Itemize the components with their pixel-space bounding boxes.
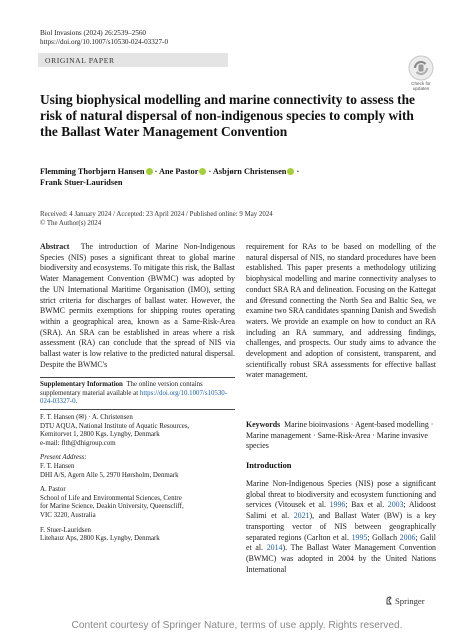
affiliation-line: DTU AQUA, National Institute of Aquatic Resources, <box>40 422 190 430</box>
supplementary-link[interactable]: https://doi.org/10.1007/s10530-024-03327-0 <box>40 389 228 406</box>
introduction-text-span: ; Galil et al. <box>246 532 436 553</box>
citation-link[interactable]: 1996 <box>329 500 346 510</box>
footer-notice: Content courtesy of Springer Nature, terms of use apply. Rights reserved. <box>71 620 403 631</box>
affiliation-line: A. Pastor <box>40 486 66 494</box>
article-type-label: ORIGINAL PAPER <box>45 56 115 65</box>
introduction-text-span: ; Gollach <box>367 532 400 542</box>
author-separator: · <box>294 167 300 176</box>
author-line-1 <box>40 167 299 176</box>
author-name: Asbjørn Christensen <box>212 167 287 176</box>
affiliation-line: DHI A/S, Agern Alle 5, 2970 Hørsholm, Denmark <box>40 471 179 479</box>
affiliation-line: for Marine Science, Deakin University, Queenscliff, <box>40 503 184 511</box>
affiliation-block <box>40 414 240 448</box>
springer-text: Springer <box>395 596 425 606</box>
affiliation-line: F. T. Hansen (✉) · A. Christensen <box>40 414 133 421</box>
check-for-updates-text[interactable] <box>404 81 438 91</box>
springer-horse-icon <box>385 596 393 605</box>
copyright: © The Author(s) 2024 <box>40 220 102 227</box>
affiliations <box>40 414 240 550</box>
supplementary-text: The online version contains supplementary material available at <box>40 381 203 397</box>
author-separator: · <box>206 167 213 176</box>
check-updates-line2: updates <box>412 86 430 92</box>
supplementary-heading: Supplementary Information <box>40 381 123 388</box>
affiliation-block <box>40 527 240 544</box>
introduction-text-span: ), and Ballast Water (BW) is a key transporting vector of NIS between geographically separated regions (Carlton et al. <box>246 511 436 542</box>
citation-link[interactable]: 2006 <box>399 532 416 542</box>
introduction-text-span: Marine Non-Indigenous Species (NIS) pose a significant global threat to biodiversity and ecosystem functioning and services (Vitousek et al. <box>246 479 436 510</box>
author-name: Ane Pastor <box>158 167 199 176</box>
keywords <box>246 420 436 452</box>
affiliation-line: Litehauz Aps, 2800 Kgs. Lyngby, Denmark <box>40 535 160 543</box>
affiliation-line: Present Address: <box>40 454 87 462</box>
check-for-updates-icon[interactable] <box>408 55 434 81</box>
introduction-text <box>246 479 436 575</box>
journal-citation: Biol Invasions (2024) 26:2539–2560 <box>40 29 147 37</box>
affiliation-email[interactable]: e-mail: flth@dhigroup.com <box>40 439 116 447</box>
affiliation-line: School of Life and Environmental Sciences, Centre <box>40 494 182 502</box>
citation-link[interactable]: 1995 <box>351 532 368 542</box>
article-dates: Received: 4 January 2024 / Accepted: 23 April 2024 / Published online: 9 May 2024 <box>40 211 273 218</box>
author-separator: · <box>152 167 159 176</box>
article-title: Using biophysical modelling and marine connectivity to assess the risk of natural dispersal of non-indigenous species to comply with the Ballast Water Management Convention <box>40 92 415 140</box>
doi-line[interactable]: https://doi.org/10.1007/s10530-024-03327-0 <box>40 38 169 46</box>
introduction-heading: Introduction <box>246 461 292 470</box>
affiliation-block <box>40 454 240 480</box>
abstract-right-column: requirement for RAs to be based on modelling of the natural dispersal of NIS, no standard procedures have been established. This paper presents a methodology utilizing biophysical modelling and marine connectivity analyses to conduct SRA RA and delineation. Focusing on the Kattegat and Øresund connecting the North Sea and Baltic Sea, we examine two SRA candidates spanning Danish and Swedish waters. We provide an example on how to conduct an RA including an RA summary, and addressing findings, challenges, and prospects. Our study aims to advance the development and adoption of consistent, transparent, and scientifically robust SRA assessments for effective ballast water management. <box>246 242 436 380</box>
affiliation-line: F. T. Hansen <box>40 462 75 470</box>
divider <box>40 409 235 410</box>
citation-link[interactable]: 2021 <box>293 511 310 521</box>
author-line-2: Frank Stuer-Lauridsen <box>40 178 123 187</box>
supplementary-information <box>40 381 235 407</box>
keywords-heading: Keywords <box>246 420 281 429</box>
affiliation-line: F. Stuer-Lauridsen <box>40 526 91 534</box>
supplementary-end: . <box>75 398 78 406</box>
orcid-icon[interactable] <box>146 168 153 175</box>
introduction-text-span: ; Bax et al. <box>345 500 388 510</box>
author-name: Flemming Thorbjørn Hansen <box>40 167 145 176</box>
abstract-left-column <box>40 242 235 370</box>
abstract-heading: Abstract <box>40 242 70 251</box>
keywords-text: Marine bioinvasions · Agent-based modelling · Marine management · Same-Risk-Area · Marine invasive species <box>246 420 434 451</box>
abstract-text-left: The introduction of Marine Non-Indigenous Species (NIS) poses a significant threat to global marine biodiversity and ecosystems. To mitigate this risk, the Ballast Water Management Convention (BWMC) was adopted by the UN International Maritime Organisation (IMO), setting strict criteria for discharges of ballast water. However, the BWMC permits exemptions for shipping routes operating within a geographical area, known as a Same-Risk-Area (SRA). An SRA can be established in areas where a risk assessment (RA) can conclude that the spread of NIS via ballast water is low relative to the predicted natural dispersal. Despite the BWMC's <box>40 242 235 369</box>
introduction-text-span: ; Alidoost Salimi et al. <box>246 500 437 521</box>
affiliation-line: VIC 3220, Australia <box>40 511 96 519</box>
affiliation-line: Kemitorvet 1, 2800 Kgs. Lyngby, Denmark <box>40 431 160 439</box>
introduction-text-span: ). The Ballast Water Management Convention (BWMC) was adopted in 2004 by the United Nations International <box>246 543 437 574</box>
affiliation-block <box>40 486 240 520</box>
springer-logo <box>385 596 425 606</box>
citation-link[interactable]: 2003 <box>387 500 404 510</box>
divider <box>40 377 235 378</box>
check-updates-line1: Check for <box>411 81 431 86</box>
citation-link[interactable]: 2014 <box>266 543 283 553</box>
